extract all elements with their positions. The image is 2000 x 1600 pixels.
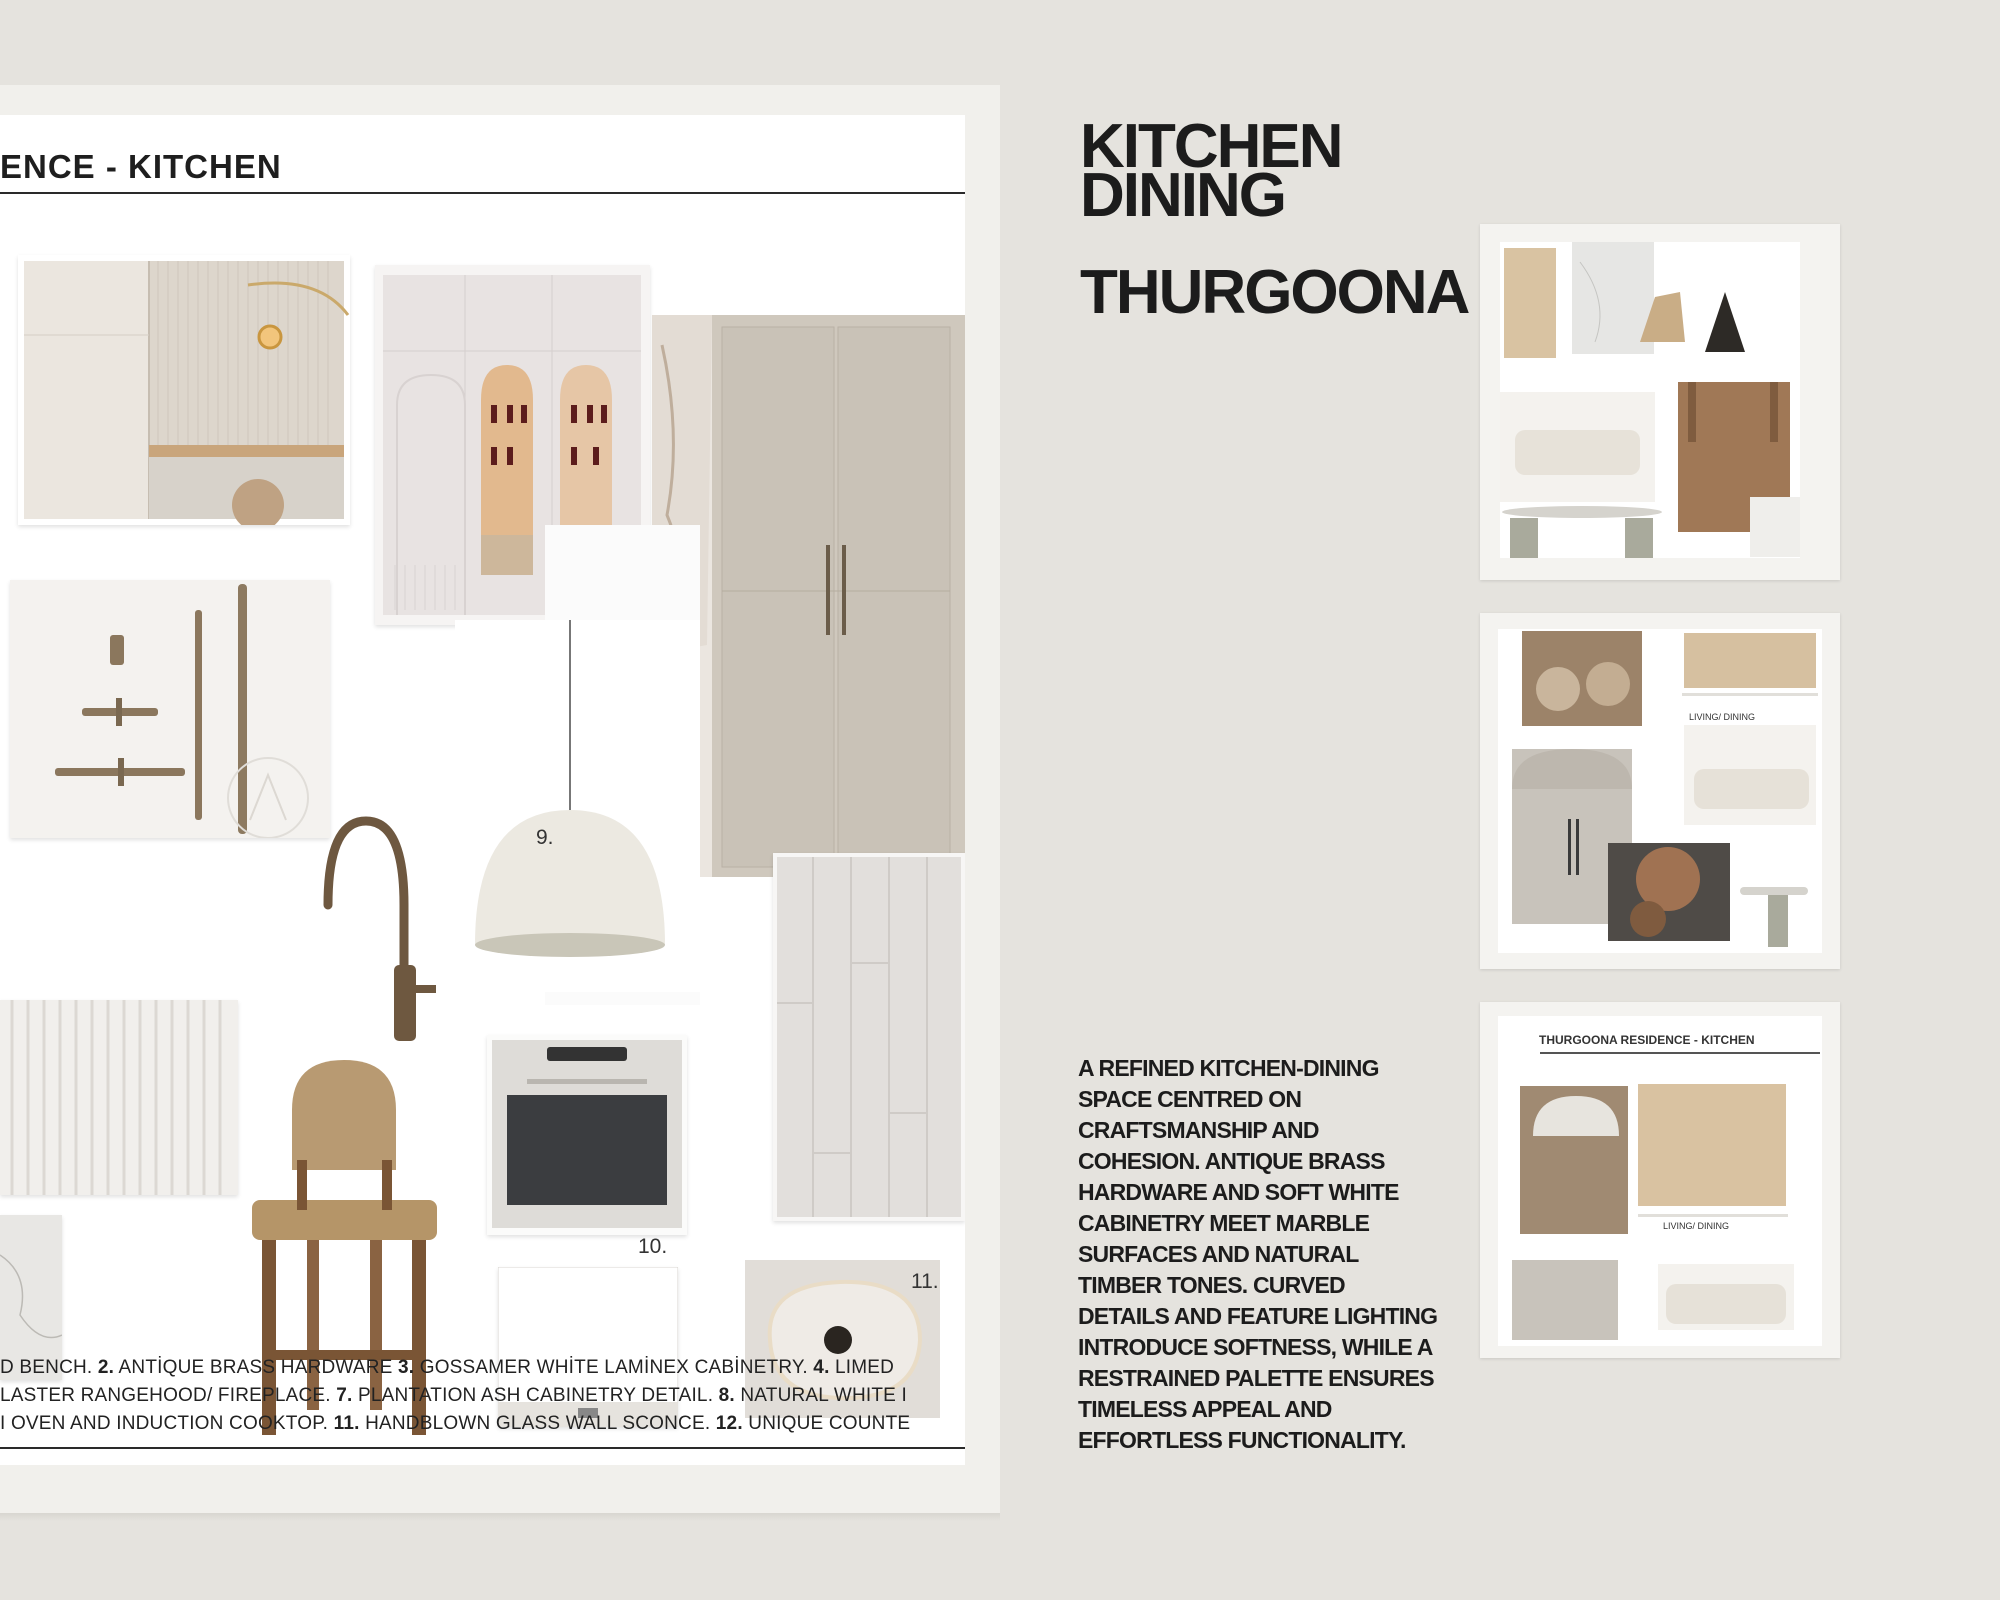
- caption-segment: 12.: [715, 1413, 743, 1434]
- caption-line-3: [0, 1413, 910, 1435]
- caption-segment: I OVEN AND INDUCTION COOKTOP.: [0, 1413, 334, 1434]
- item-label-11: 11.: [911, 1270, 939, 1293]
- heading-location: THURGOONA: [1080, 258, 1469, 327]
- oven-image: [487, 1035, 687, 1235]
- white-tile-image: [773, 853, 965, 1221]
- caption-segment: LIMED: [829, 1357, 895, 1378]
- thumb3-living-label: LIVING/ DINING: [1663, 1221, 1730, 1231]
- title-rule: [0, 192, 965, 194]
- brass-hardware-image: [10, 580, 330, 838]
- caption-segment: NATURAL WHITE I: [734, 1385, 908, 1406]
- caption-segment: LASTER RANGEHOOD/ FIREPLACE.: [0, 1385, 337, 1406]
- thumb3-title: THURGOONA RESIDENCE - KITCHEN: [1539, 1033, 1755, 1047]
- item-label-10: 10.: [638, 1235, 668, 1258]
- kitchen-interior-image: [18, 255, 350, 525]
- caption-segment: 2.: [97, 1357, 115, 1378]
- caption-segment: D BENCH.: [0, 1357, 98, 1378]
- caption-segment: UNIQUE COUNTE: [742, 1413, 911, 1434]
- fluted-panel-image: [0, 1000, 238, 1195]
- caption-segment: GOSSAMER WHİTE LAMİNEX CABİNETRY.: [414, 1357, 814, 1378]
- caption-segment: 4.: [813, 1357, 830, 1378]
- caption-segment: HANDBLOWN GLASS WALL SCONCE.: [359, 1413, 716, 1434]
- caption-line-1: [0, 1357, 894, 1379]
- caption-segment: 11.: [333, 1413, 360, 1434]
- thumbnail-board-2[interactable]: [1480, 613, 1840, 969]
- description-text: A REFINED KITCHEN-DINING SPACE CENTRED ON CRAFTSMANSHIP AND COHESION. ANTIQUE BRASS HARDWARE AND SOFT WHITE CABINETRY MEET MARBLE SURFACES AND NATURAL TIMBER TONES. CURVED DETAILS AND FEATURE LIGHTING INTRODUCE SOFTNESS, WHILE A RESTRAINED PALETTE ENSURES TIMELESS APPEAL AND EFFORTLESS FUNCTIONALITY.: [1078, 1055, 1438, 1453]
- caption-segment: 8.: [718, 1385, 735, 1406]
- board-title: ENCE - KITCHEN: [0, 148, 282, 185]
- thumbnail-board-3[interactable]: [1480, 1002, 1840, 1358]
- item-label-9: 9.: [536, 826, 554, 849]
- moodboard-sheet: [0, 115, 965, 1465]
- marble-swatch-image: [0, 1215, 62, 1380]
- caption-segment: 7.: [336, 1385, 353, 1406]
- thumbnail-board-1[interactable]: [1480, 224, 1840, 580]
- caption-segment: PLANTATION ASH CABINETRY DETAIL.: [352, 1385, 719, 1406]
- bar-stool-image: [222, 1060, 467, 1440]
- heading-dining: DINING: [1080, 161, 1285, 230]
- caption-segment: ANTİQUE BRASS HARDWARE: [114, 1357, 398, 1378]
- caption-line-2: [0, 1385, 907, 1407]
- heading-kitchen: KITCHEN: [1080, 112, 1342, 181]
- thumb2-living-label: LIVING/ DINING: [1689, 712, 1756, 722]
- pendant-light-image: [455, 620, 700, 992]
- caption-rule: [0, 1447, 965, 1449]
- caption-segment: 3.: [398, 1357, 415, 1378]
- brass-tap-image: [318, 815, 468, 1045]
